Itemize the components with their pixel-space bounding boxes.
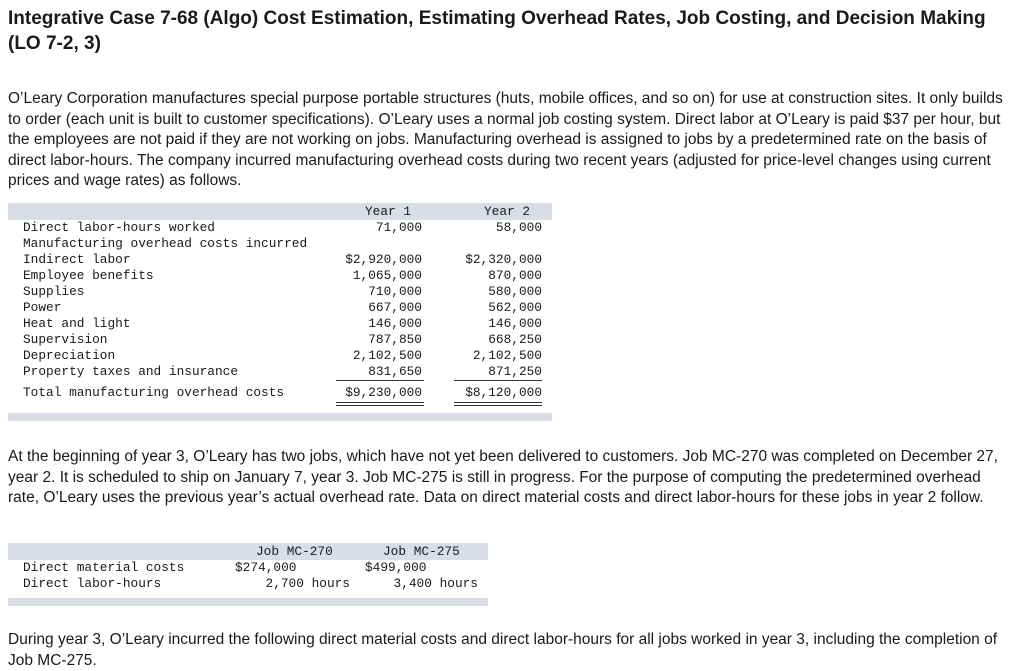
total-year2: $8,120,000	[465, 385, 542, 400]
table-row-label: Power	[23, 300, 62, 315]
table-row-y1: 667,000	[368, 300, 422, 315]
dlh-job-label: Direct labor-hours	[23, 576, 162, 591]
total-underline-y2-double	[454, 405, 542, 406]
total-underline-y1-double	[336, 405, 424, 406]
table-row-y2: 580,000	[488, 284, 542, 299]
dlh-year1: 71,000	[375, 220, 422, 235]
total-underline-y2	[454, 402, 542, 403]
intro-paragraph: O’Leary Corporation manufactures special purpose portable structures (huts, mobile offices, and so on) for use at construction sites. It only builds to order (each unit is built to customer specifications). O’Leary uses a normal job costing system. Direct labor at O’Leary is paid $37 per hour, but the employees are not paid if they are not working on jobs. Manufacturing overhead is assigned to jobs by a predetermined rate on the basis of direct labor-hours. The company incurred manufacturing overhead costs during two recent years (adjusted for price-level changes using current prices and wage rates) as follows.	[8, 90, 1003, 189]
total-underline-y1	[336, 402, 424, 403]
table-row-y1: 787,850	[368, 332, 422, 347]
table-row-y2: 562,000	[488, 300, 542, 315]
overhead-footer-band	[8, 413, 552, 421]
job-footer-band	[8, 598, 488, 606]
total-label: Total manufacturing overhead costs	[23, 385, 285, 400]
subtotal-underline-y1	[336, 380, 424, 381]
table-row-y1: $2,920,000	[345, 252, 422, 267]
table-row-label: Depreciation	[23, 348, 116, 363]
dm-mc270: $274,000	[235, 560, 297, 575]
col-year2-header: Year 2	[484, 204, 531, 219]
table-row-y1: 146,000	[368, 316, 422, 331]
table-row-y2: $2,320,000	[465, 252, 542, 267]
total-year1: $9,230,000	[345, 385, 422, 400]
dm-mc275: $499,000	[365, 560, 427, 575]
case-title: Integrative Case 7-68 (Algo) Cost Estimation, Estimating Overhead Rates, Job Costing, and Decision Making (LO 7-2, 3)	[8, 8, 986, 54]
table-row-label: Employee benefits	[23, 268, 154, 283]
table-row-label: Heat and light	[23, 316, 131, 331]
moh-header: Manufacturing overhead costs incurred	[23, 236, 308, 251]
table-row-label: Supplies	[23, 284, 85, 299]
table-row-y1: 831,650	[368, 364, 422, 379]
closing-paragraph: During year 3, O’Leary incurred the following direct material costs and direct labor-hours for all jobs worked in year 3, including the completion of Job MC-275.	[8, 631, 998, 669]
table-row-y1: 710,000	[368, 284, 422, 299]
dlh-mc270: 2,700 hours	[265, 576, 350, 591]
col-job-mc270: Job MC-270	[256, 544, 333, 559]
col-job-mc275: Job MC-275	[383, 544, 460, 559]
col-year1-header: Year 1	[365, 204, 412, 219]
table-row-y1: 1,065,000	[352, 268, 422, 283]
table-row-label: Property taxes and insurance	[23, 364, 239, 379]
subtotal-underline-y2	[454, 380, 542, 381]
job-table	[8, 543, 488, 606]
overhead-table	[8, 203, 552, 421]
table-row-y2: 870,000	[488, 268, 542, 283]
table-row-y2: 2,102,500	[472, 348, 542, 363]
table-row-label: Indirect labor	[23, 252, 131, 267]
overhead-header-band	[8, 203, 552, 220]
table-row-y1: 2,102,500	[352, 348, 422, 363]
table-row-y2: 871,250	[488, 364, 542, 379]
table-row-y2: 668,250	[488, 332, 542, 347]
middle-paragraph: At the beginning of year 3, O’Leary has two jobs, which have not yet been delivered to customers. Job MC-270 was completed on December 27, year 2. It is scheduled to ship on January 7, year 3. Job MC-275 is still in progress. For the purpose of computing the predetermined overhead rate, O’Leary uses the previous year’s actual overhead rate. Data on direct material costs and direct labor-hours for these jobs in year 2 follow.	[8, 448, 998, 506]
dlh-label: Direct labor-hours worked	[23, 220, 215, 235]
dlh-mc275: 3,400 hours	[393, 576, 478, 591]
table-row-label: Supervision	[23, 332, 108, 347]
dm-label: Direct material costs	[23, 560, 185, 575]
dlh-year2: 58,000	[495, 220, 542, 235]
table-row-y2: 146,000	[488, 316, 542, 331]
